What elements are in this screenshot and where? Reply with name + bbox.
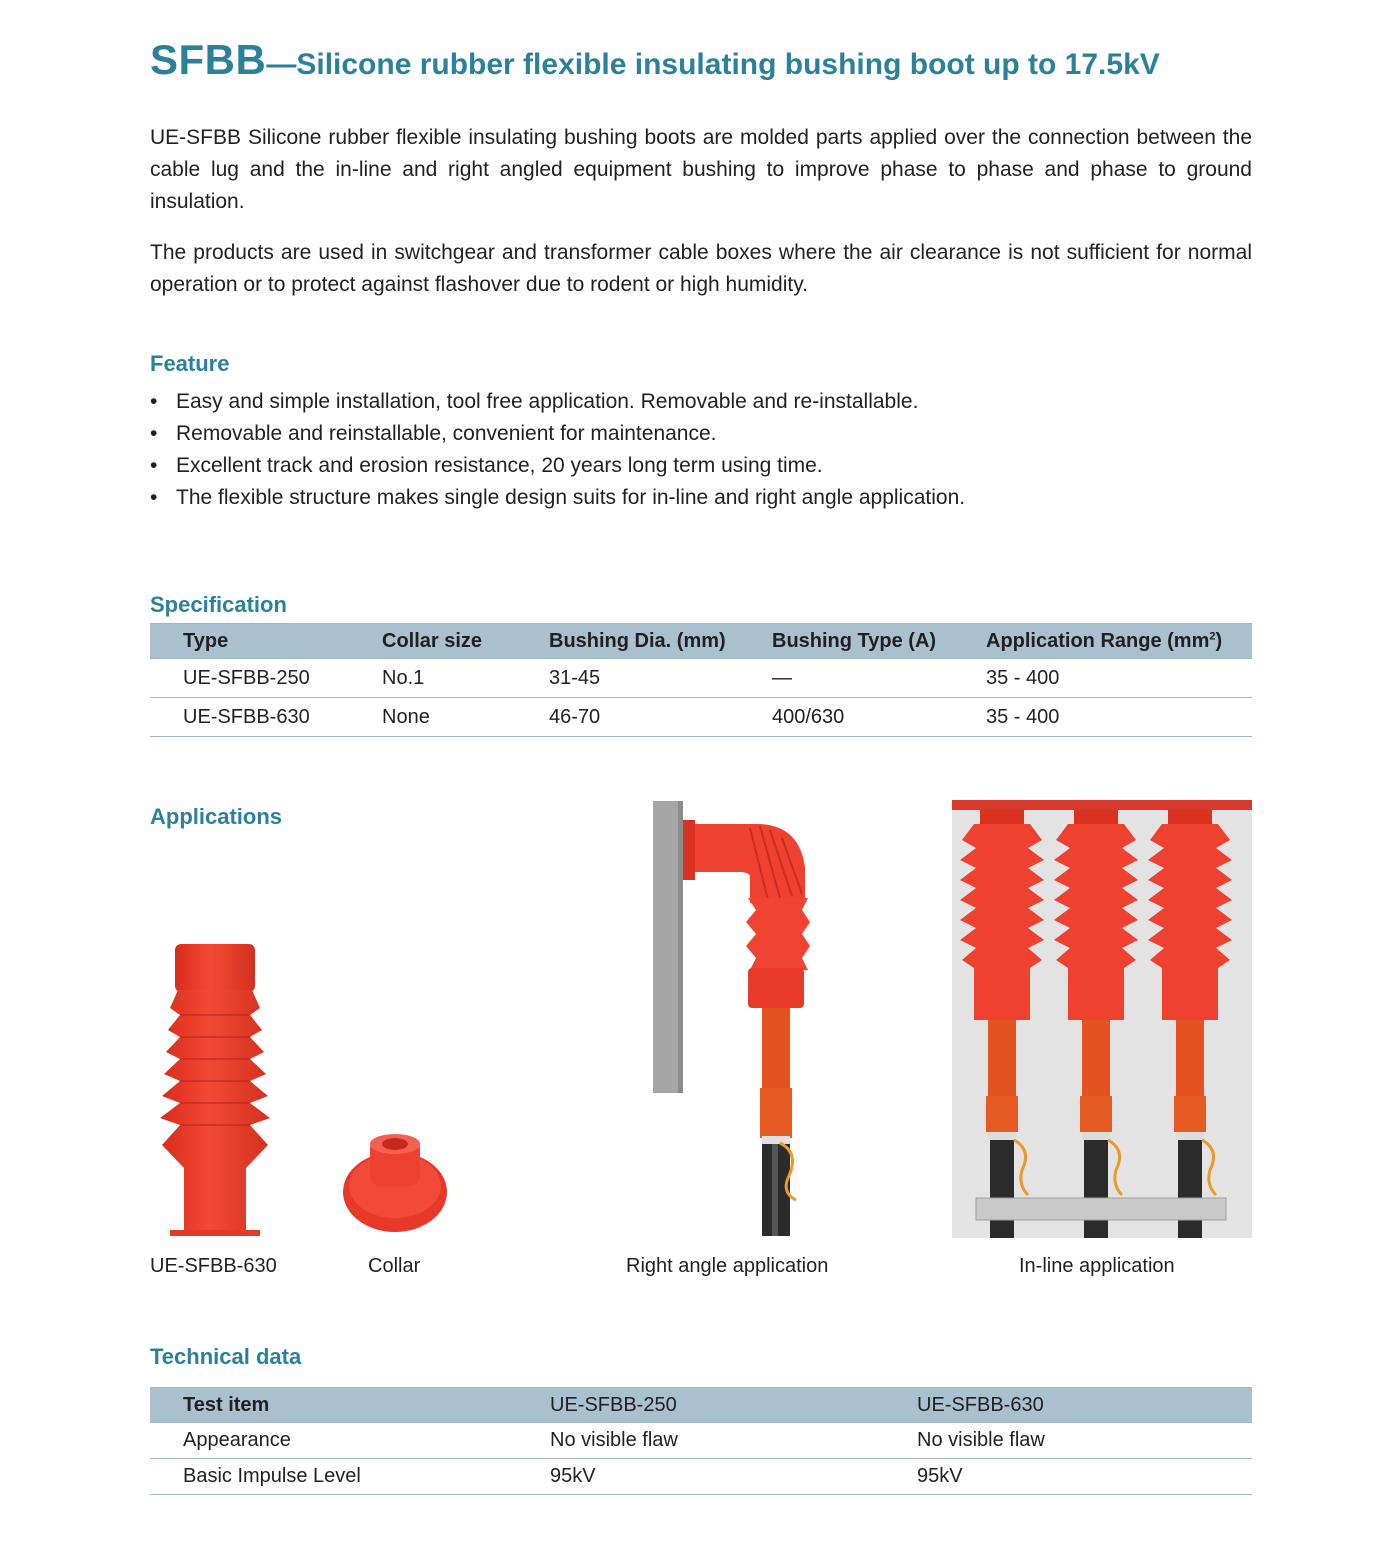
title-code: SFBB (150, 36, 267, 83)
boot-image (150, 940, 280, 1240)
table-row: UE-SFBB-250 No.1 31-45 — 35 - 400 (150, 659, 1252, 698)
feature-item: • Excellent track and erosion resistance, 20 years long term using time. (150, 450, 965, 482)
feature-heading: Feature (150, 351, 230, 376)
table-row: Appearance No visible flaw No visible flaw (150, 1423, 1252, 1459)
table-row: Basic Impulse Level 95kV 95kV (150, 1459, 1252, 1495)
title-text: Silicone rubber flexible insulating bushing boot up to 17.5kV (296, 48, 1160, 81)
caption-right-angle: Right angle application (626, 1255, 829, 1277)
feature-item: • Easy and simple installation, tool free application. Removable and re-installable. (150, 386, 965, 418)
column-header: Type (150, 624, 382, 659)
intro-paragraph-2: The products are used in switchgear and transformer cable boxes where the air clearance is not sufficient for normal operation or to protect against flashover due to rodent or high humidity. (150, 241, 1252, 296)
column-header: Test item (150, 1388, 550, 1423)
technical-table (150, 1387, 1252, 1495)
bullet-icon: • (150, 390, 158, 413)
feature-list (150, 386, 965, 514)
applications-heading: Applications (150, 804, 283, 829)
caption-collar: Collar (368, 1255, 421, 1277)
column-header: UE-SFBB-250 (550, 1388, 917, 1423)
column-header: Bushing Dia. (mm) (549, 624, 772, 659)
column-header: UE-SFBB-630 (917, 1388, 1252, 1423)
column-header: Application Range $(mm^2)$ (986, 624, 1252, 659)
table-row: UE-SFBB-630 None 46-70 400/630 35 - 400 (150, 698, 1252, 737)
specification-heading: Specification (150, 592, 287, 617)
feature-item: • Removable and reinstallable, convenient for maintenance. (150, 418, 965, 450)
table-header-row (150, 1388, 1252, 1423)
collar-image (340, 1130, 450, 1240)
bullet-icon: • (150, 486, 158, 509)
bullet-icon: • (150, 422, 158, 445)
feature-item: • The flexible structure makes single design suits for in-line and right angle application. (150, 482, 965, 514)
page-title (150, 36, 1160, 84)
technical-heading: Technical data (150, 1344, 302, 1369)
caption-boot: UE-SFBB-630 (150, 1255, 277, 1277)
column-header: Collar size (382, 624, 549, 659)
column-header: Bushing Type (A) (772, 624, 986, 659)
specification-table (150, 623, 1252, 737)
right-angle-application-image (650, 798, 820, 1238)
table-header-row (150, 624, 1252, 659)
title-dash: — (266, 48, 297, 81)
in-line-application-image (952, 800, 1252, 1238)
bullet-icon: • (150, 454, 158, 477)
caption-in-line: In-line application (1019, 1255, 1175, 1277)
intro-paragraph-1: UE-SFBB Silicone rubber flexible insulating bushing boots are molded parts applied over the connection between the cable lug and the in-line and right angled equipment bushing to improve phase to phase and phase to ground insulation. (150, 126, 1252, 213)
